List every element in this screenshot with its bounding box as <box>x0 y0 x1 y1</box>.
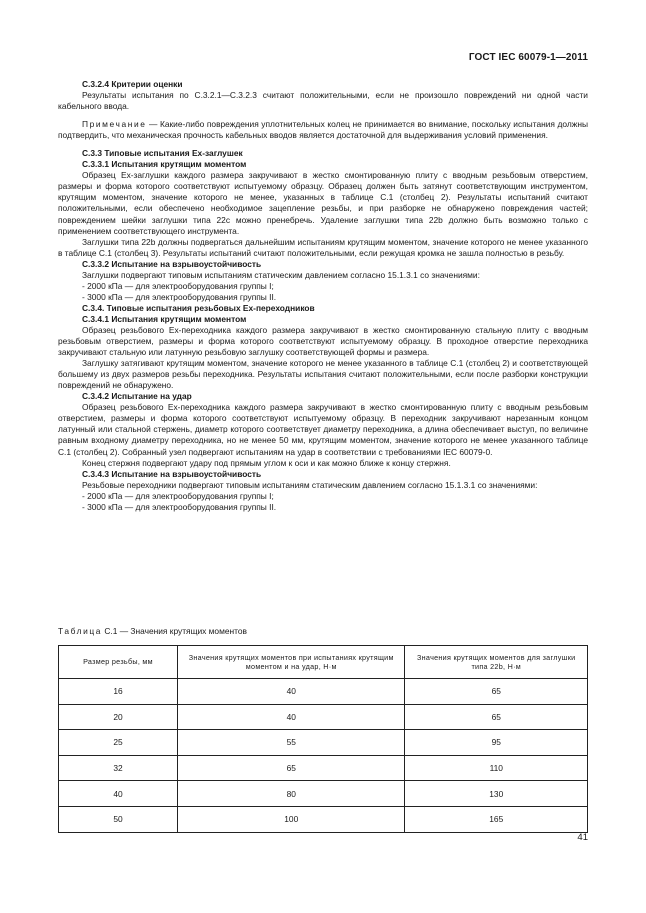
table-cell: 65 <box>405 679 588 705</box>
table-row <box>59 679 588 705</box>
note-text: — Какие-либо повреждения уплотнительных колец не принимается во внимание, поскольку испытания должны подтвердить, что механическая прочность кабельных вводов является достаточной для выдерживания условий применения. <box>58 119 588 141</box>
torque-table <box>58 645 588 833</box>
section-heading: С.3.4.3 Испытание на взрывоустойчивость <box>82 468 262 479</box>
table-header-row <box>59 646 588 679</box>
paragraph: Конец стержня подвергают удару под прямым углом к оси и как можно ближе к концу стержня. <box>82 457 451 468</box>
paragraph: Образец Ех-заглушки каждого размера закручивают в жестко смонтированную плиту с вводным резьбовым отверстием, размеры и форма которого соответствуют испытуемому образцу. Образец должен быть затянут соответствующим инструментом, крутящим моментом, значение которого не менее, указанных в таблице С.1 (столбец 2). Результаты испытаний считают положительными, если обеспечено необходимое зацепление резьбы, и при разборке не обнаружено повреждения частей; повреждением шейки заглушки типа 22с можно пренебречь. Удаление заглушки типа 22b должно быть возможно только с применением соответствующего инструмента. <box>58 170 588 236</box>
table-row <box>59 730 588 756</box>
section-heading: С.3.3 Типовые испытания Ех-заглушек <box>82 148 243 159</box>
section-heading: С.3.4.2 Испытание на удар <box>82 391 192 402</box>
table-cell: 80 <box>178 781 405 807</box>
list-item: - 3000 кПа — для электрооборудования группы II. <box>82 291 277 302</box>
note-paragraph <box>58 119 588 141</box>
table-cell: 40 <box>178 679 405 705</box>
section-heading: С.3.4. Типовые испытания резьбовых Ех-переходников <box>82 302 315 313</box>
paragraph: Резьбовые переходники подвергают типовым испытаниям статическим давлением согласно 15.1.3.1 со значениями: <box>82 479 538 490</box>
table-row <box>59 755 588 781</box>
section-heading: С.3.4.1 Испытания крутящим моментом <box>82 313 247 324</box>
table-cell: 25 <box>59 730 178 756</box>
table-cell: 20 <box>59 704 178 730</box>
table-caption-label: Таблица <box>58 626 103 636</box>
table-cell: 50 <box>59 806 178 832</box>
paragraph: Заглушки типа 22b должны подвергаться дальнейшим испытаниям крутящим моментом, значение которого не менее указанного в таблице С.1 (столбец 3). Результаты испытаний считают положительными, если режущая кромка не зашла полностью в резьбу. <box>58 236 588 258</box>
document-header: ГОСТ IEC 60079-1—2011 <box>468 52 588 63</box>
paragraph: Заглушку затягивают крутящим моментом, значение которого не менее указанного в таблице С.1 (столбец 2) и соответствующей большему из двух размеров резьбы переходника. Результаты испытания считают положительными, если после разборки конструкции повреждений не обнаружено. <box>58 358 588 391</box>
column-header-torque-plug-22b: Значения крутящих моментов для заглушки типа 22b, Н·м <box>405 646 588 679</box>
list-item: - 3000 кПа — для электрооборудования группы II. <box>82 501 277 512</box>
table-cell: 55 <box>178 730 405 756</box>
note-label: Примечание <box>82 119 147 130</box>
table-caption-text: С.1 — Значения крутящих моментов <box>102 626 247 636</box>
section-heading: С.3.2.4 Критерии оценки <box>82 79 183 89</box>
section-heading: С.3.3.1 Испытания крутящим моментом <box>82 159 247 170</box>
table-caption <box>58 626 247 636</box>
table-row <box>59 806 588 832</box>
table-row <box>59 704 588 730</box>
page-number: 41 <box>577 832 588 843</box>
table-cell: 40 <box>59 781 178 807</box>
table-cell: 130 <box>405 781 588 807</box>
table-cell: 95 <box>405 730 588 756</box>
paragraph: Образец резьбового Ех-переходника каждого размера закручивают в жестко смонтированную плиту с вводным резьбовым отверстием, размеры и форма которого соответствуют испытуемому образцу. В переходник закручивают нарезанным концом латунный или стальной стержень, диаметр которого соответствует диаметру переходника, а длина обеспечивает выступ, по величине равным входному диаметру переходника, но не менее 50 мм, крутящим моментом, значение которого не менее указанного таблице С.1 (столбец 2). Собранный узел подвергают испытаниям на удар в соответствии с требованиями IEC 60079-0. <box>58 402 588 457</box>
table-cell: 40 <box>178 704 405 730</box>
paragraph: Образец резьбового Ех-переходника каждого размера закручивают в жестко смонтированную стальную плиту с вводным резьбовым отверстием, размеры и форма которого соответствуют испытуемому образцу. В проходное отверстие переходника закручивают стальную или латунную резьбовую заглушку соответствующей формы и размера. <box>58 324 588 358</box>
table-cell: 165 <box>405 806 588 832</box>
table-cell: 65 <box>405 704 588 730</box>
column-header-torque-test: Значения крутящих моментов при испытаниях крутящим моментом и на удар, Н·м <box>178 646 405 679</box>
table-row <box>59 781 588 807</box>
paragraph: Заглушки подвергают типовым испытаниям статическим давлением согласно 15.1.3.1 со значениями: <box>82 269 480 280</box>
table-cell: 65 <box>178 755 405 781</box>
table-cell: 32 <box>59 755 178 781</box>
list-item: - 2000 кПа — для электрооборудования группы I; <box>82 490 274 501</box>
section-heading: С.3.3.2 Испытание на взрывоустойчивость <box>82 258 262 269</box>
paragraph: Результаты испытания по С.3.2.1—С.3.2.3 считают положительными, если не произошло повреждений ни одной части кабельного ввода. <box>58 90 588 112</box>
document-body <box>58 79 588 513</box>
table-cell: 110 <box>405 755 588 781</box>
column-header-thread-size: Размер резьбы, мм <box>59 646 178 679</box>
table-cell: 100 <box>178 806 405 832</box>
list-item: - 2000 кПа — для электрооборудования группы I; <box>82 280 274 291</box>
table-cell: 16 <box>59 679 178 705</box>
